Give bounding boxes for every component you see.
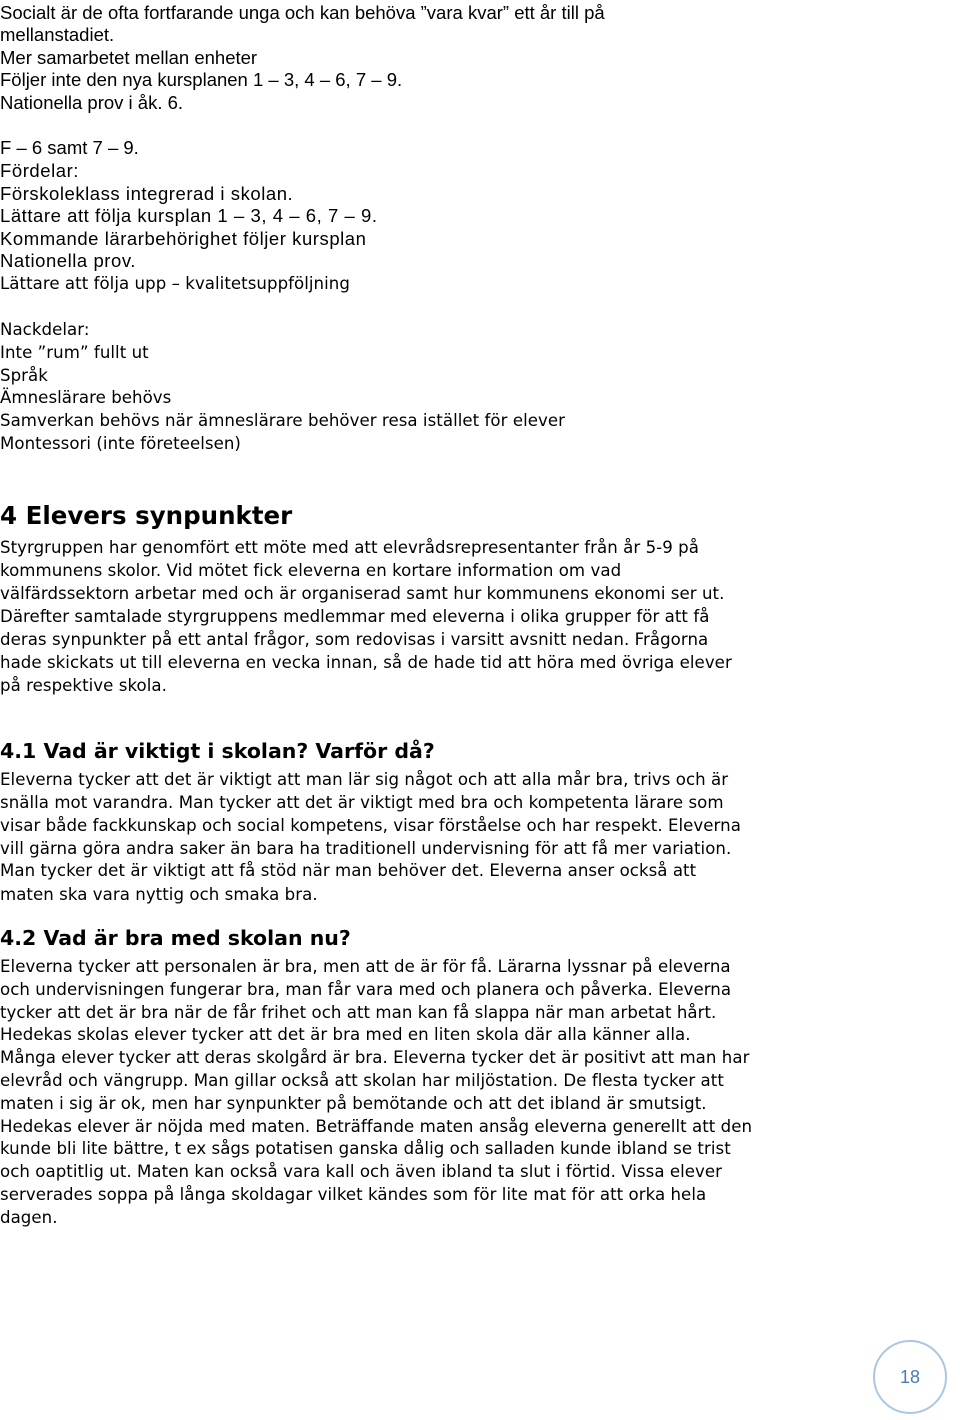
paragraph-line: Eleverna tycker att det är viktigt att man lär sig något och att alla mår bra, trivs och är	[0, 770, 729, 789]
pros-line: Nationella prov.	[0, 250, 136, 271]
paragraph-line: Hedekas skolas elever tycker att det är bra med en liten skola där alla känner alla.	[0, 1025, 691, 1044]
alt-title: F – 6 samt 7 – 9.	[0, 137, 139, 158]
paragraph-line: maten ska vara nyttig och smaka bra.	[0, 885, 318, 904]
paragraph-line: Man tycker det är viktigt att få stöd när man behöver det. Eleverna anser också att	[0, 861, 697, 880]
paragraph-line: serverades soppa på långa skoldagar vilket kändes som för lite mat för att orka hela	[0, 1185, 707, 1204]
paragraph-line: visar både fackkunskap och social kompetens, visar förståelse och har respekt. Eleverna	[0, 816, 741, 835]
paragraph-line: dagen.	[0, 1208, 58, 1227]
subsection-heading: 4.2 Vad är bra med skolan nu?	[0, 926, 351, 950]
paragraph-line: elevråd och vängrupp. Man gillar också att skolan har miljöstation. De flesta tycker att	[0, 1071, 724, 1090]
cons-heading: Nackdelar:	[0, 320, 90, 339]
subsection-heading: 4.1 Vad är viktigt i skolan? Varför då?	[0, 739, 435, 763]
paragraph-line: kunde bli lite bättre, t ex sågs potatisen ganska dålig och salladen kunde ibland se trist	[0, 1139, 731, 1158]
pros-line: Lättare att följa kursplan 1 – 3, 4 – 6, 7 – 9.	[0, 205, 378, 226]
intro-line: Följer inte den nya kursplanen 1 – 3, 4 – 6, 7 – 9.	[0, 69, 403, 90]
cons-line: Montessori (inte företeelsen)	[0, 434, 241, 453]
pros-line: Förskoleklass integrerad i skolan.	[0, 183, 294, 204]
pros-line: Lättare att följa upp – kvalitetsuppföljning	[0, 274, 350, 293]
paragraph-line: Styrgruppen har genomfört ett möte med att elevrådsrepresentanter från år 5-9 på	[0, 538, 699, 557]
paragraph-line: deras synpunkter på ett antal frågor, som redovisas i varsitt avsnitt nedan. Frågorna	[0, 630, 709, 649]
paragraph-line: Därefter samtalade styrgruppens medlemmar med eleverna i olika grupper för att få	[0, 607, 710, 626]
paragraph-line: vill gärna göra andra saker än bara ha traditionell undervisning för att få mer variation.	[0, 839, 732, 858]
section-heading: 4 Elevers synpunkter	[0, 501, 293, 530]
pros-heading: Fördelar:	[0, 160, 79, 181]
cons-line: Inte ”rum” fullt ut	[0, 343, 149, 362]
paragraph-line: och undervisningen fungerar bra, man får vara med och planera och påverka. Eleverna	[0, 980, 732, 999]
paragraph-line: kommunens skolor. Vid mötet fick eleverna en kortare information om vad	[0, 561, 622, 580]
intro-line: Mer samarbetet mellan enheter	[0, 47, 258, 68]
page-number-badge	[873, 1340, 947, 1414]
paragraph-line: tycker att det är bra när de får frihet och att man kan få slappa när man arbetat hårt.	[0, 1003, 717, 1022]
paragraph-line: på respektive skola.	[0, 676, 167, 695]
paragraph-line: välfärdssektorn arbetar med och är organiserad samt hur kommunens ekonomi ser ut.	[0, 584, 725, 603]
paragraph-line: och oaptitlig ut. Maten kan också vara kall och även ibland ta slut i förtid. Vissa elever	[0, 1162, 723, 1181]
cons-line: Ämneslärare behövs	[0, 388, 172, 407]
paragraph-line: Många elever tycker att deras skolgård är bra. Eleverna tycker det är positivt att man har	[0, 1048, 750, 1067]
page-number: 18	[899, 1366, 921, 1387]
paragraph-line: snälla mot varandra. Man tycker att det är viktigt med bra och kompetenta lärare som	[0, 793, 724, 812]
cons-line: Språk	[0, 366, 48, 385]
paragraph-line: hade skickats ut till eleverna en vecka innan, så de hade tid att höra med övriga elever	[0, 653, 732, 672]
paragraph-line: Hedekas elever är nöjda med maten. Beträffande maten ansåg eleverna generellt att den	[0, 1117, 753, 1136]
intro-line: Nationella prov i åk. 6.	[0, 92, 184, 113]
cons-line: Samverkan behövs när ämneslärare behöver resa istället för elever	[0, 411, 565, 430]
paragraph-line: Eleverna tycker att personalen är bra, men att de är för få. Lärarna lyssnar på eleverna	[0, 957, 731, 976]
intro-line: Socialt är de ofta fortfarande unga och kan behöva ”vara kvar” ett år till på	[0, 2, 605, 23]
intro-line: mellanstadiet.	[0, 24, 115, 45]
pros-line: Kommande lärarbehörighet följer kursplan	[0, 228, 367, 249]
paragraph-line: maten i sig är ok, men har synpunkter på bemötande och att det ibland är smutsigt.	[0, 1094, 707, 1113]
